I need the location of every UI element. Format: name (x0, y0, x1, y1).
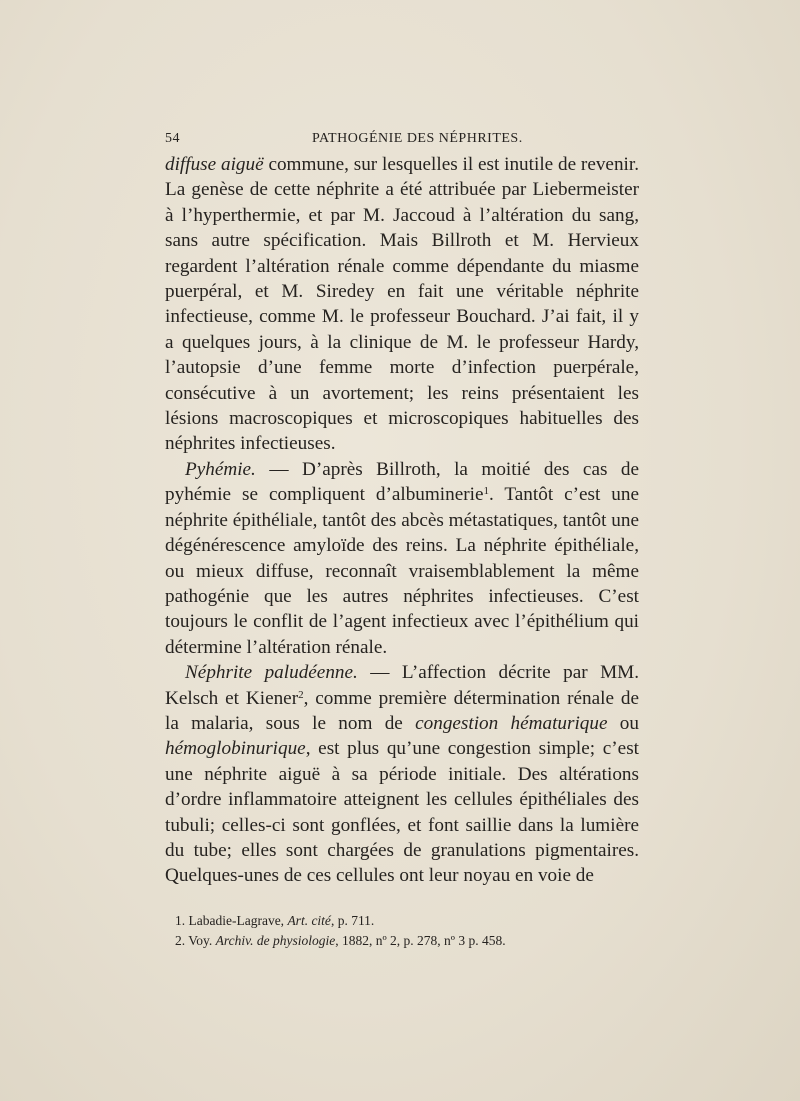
body-text (165, 152, 639, 889)
italic-text: congestion hématurique (415, 712, 608, 734)
italic-text: diffuse aiguë (165, 154, 264, 175)
footnote-2 (165, 931, 639, 951)
text-run: — L’affection décrite par MM. Kelsch et Kiener (165, 662, 639, 709)
running-title: PATHOGÉNIE DES NÉPHRITES. (312, 131, 523, 146)
text-run: — D’après Billroth, la moitié des cas de pyhémie se compliquent d’albuminerie (165, 458, 639, 506)
text-run: ou (607, 712, 639, 734)
text-run: . Tantôt c’est une néphrite épithéliale, tantôt des abcès métastatiques, tantôt une dégénérescence amyloïde des reins. La néphrite épithéliale, ou mieux diffuse, reconnaît vraisemblablement la même pathogénie que les autres néphrites infectieuses. C’est toujours le conflit de l’agent infectieux avec l’épithélium qui détermine l’altération rénale. (165, 484, 639, 658)
paragraph-pyhemie (165, 457, 639, 660)
italic-text: Art. cité (287, 913, 331, 928)
paragraph-nephrite-paludeenne (165, 660, 639, 889)
footnote-1 (165, 911, 639, 931)
running-header (165, 131, 643, 153)
text-run: , est plus qu’une congestion simple; c’est une néphrite aiguë à sa période initiale. Des altérations d’ordre inflammatoire atteignent les cellules épithéliales des tubuli; celles-ci sont gonflées, et font saillie dans la lumière du tube; elles sont chargées de granulations pigmentaires. Quelques-unes de ces cellules ont leur noyau en voie de (165, 738, 639, 887)
paragraph-continuation (165, 152, 639, 457)
page-number: 54 (165, 131, 180, 146)
italic-text: Pyhémie. (185, 458, 256, 480)
text-run: , comme première détermination rénale de la malaria, sous le nom de (165, 687, 639, 734)
text-run: commune, sur lesquelles il est inutile de revenir. La genèse de cette néphrite a été attribuée par Liebermeister à l’hyperthermie, et par M. Jaccoud à l’altération du sang, sans autre spécification. Mais Billroth et M. Hervieux regardent l’altération rénale comme dépendante du miasme puerpéral, et M. Siredey en fait une véritable néphrite infectieuse, comme M. le professeur Bouchard. J’ai fait, il y a quelques jours, à la clinique de M. le professeur Hardy, l’autopsie d’une femme morte d’infection puerpérale, consécutive à un avortement; les reins présentaient les lésions macroscopiques et microscopiques habituelles des néphrites infectieuses. (165, 154, 639, 455)
text-run: 1. Labadie-Lagrave, (175, 913, 288, 928)
footnote-ref: 1 (483, 485, 489, 498)
text-run: , p. 711. (330, 913, 375, 928)
italic-text: Archiv. de physiologie (215, 933, 336, 948)
text-run: 2. Voy. (175, 933, 216, 948)
footnote-ref: 2 (298, 688, 304, 701)
italic-text: hémoglobinurique (165, 738, 306, 760)
text-run: , 1882, nº 2, p. 278, nº 3 p. 458. (335, 933, 506, 948)
italic-text: Néphrite paludéenne. (185, 662, 358, 684)
footnotes (165, 911, 639, 951)
